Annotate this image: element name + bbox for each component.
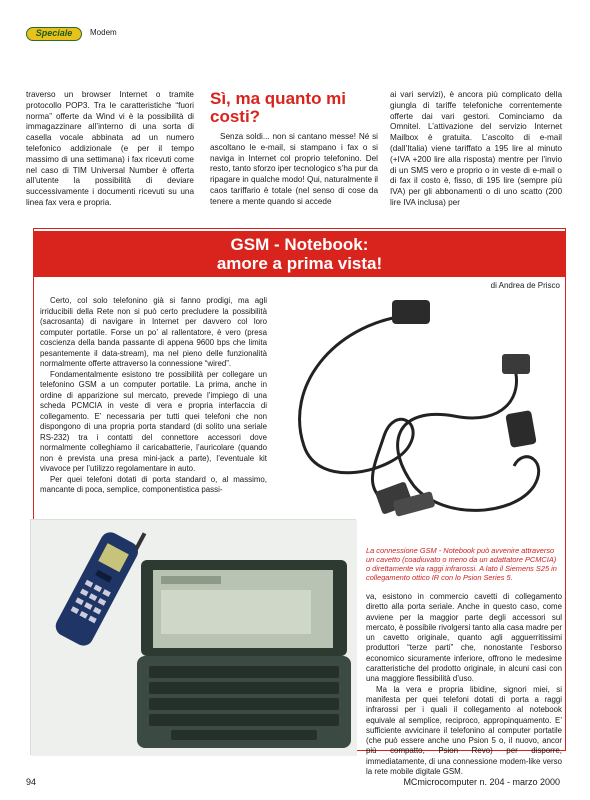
photo-caption: La connessione GSM - Notebook può avvenire attraverso un cavetto (coadiuvato o meno da un adattatore PCMCIA) o direttamente via raggi infrarossi. A lato il Siemens S25 in collegamento ottico IR con lo Psion Series 5.	[366, 546, 557, 582]
byline: di Andrea de Prisco	[490, 281, 560, 290]
paragraph: Fondamentalmente esistono tre possibilità per collegare un telefonino GSM a un computer portatile. La prima, anche in ordine di apparizione sul mercato, prevede l’impiego di una scheda PCMCIA in veste di vera e propria interfaccia di collegamento. E’ necessaria per tutti quei telefoni che non dispongono di una propria porta standard (di solito una seriale RS-232) tra i contatti del connettore accessori dove normalmente colleghiamo il caricabatterie, l’auricolare (quando non è prevista una presa mini-jack a parte), l’eventuale kit vivavoce per l’utilizzo regolamentare in auto.	[40, 369, 267, 473]
top-column-2	[210, 90, 378, 208]
sidebar-heading: Sì, ma quanto mi costi?	[210, 89, 347, 126]
issue-label: MCmicrocomputer n. 204 - marzo 2000	[403, 777, 560, 787]
phone-psion-photo	[30, 519, 356, 755]
cables-photo	[274, 296, 564, 543]
paragraph: va, esistono in commercio cavetti di collegamento diretto alla porta seriale. Anche in questo caso, come avviene per la maggior parte degli accessori sul mercato, è possibile rivolgersi tanto alla casa madre per un cavetto originale, quanto agli agguerritissimi produttori “terze parti” che, nonostante l’esborso economico sicuramente inferiore, offrono le medesime caratteristiche del prodotto originale, in alcuni casi con una maggiore flessibilità d’uso.	[366, 592, 562, 684]
page-number: 94	[26, 777, 37, 787]
top-column-3	[390, 90, 562, 209]
title-line-1: GSM - Notebook:	[230, 235, 369, 254]
paragraph: Certo, col solo telefonino già si fanno prodigi, ma agli irriducibili della Rete non si può certo precludere la possibilità (sacrosanta) di navigare in Internet per davvero col loro computer portatile. Forse un po’ al rallentatore, è vero (presa coscienza della banda passante di appena 9600 bps che limita pesantemente il data-stream), ma nel pieno delle funzionalità normalmente offerte attraverso la connessione “wired”.	[40, 296, 267, 368]
paragraph: ai vari servizi), è ancora più complicato della giungla di tariffe telefoniche correntemente offerte dai vari gestori. Cominciamo da Omnitel. L’attivazione del servizio Internet Mailbox è gratuita. L’ascolto di e-mail (dall’Italia) viene tariffato a 195 lire al minuto (+IVA +200 lire alla risposta) mentre per l’invio di un SMS vero e proprio o in veste di e-mail o di fax il costo è, fisso, di 195 lire (sempre più IVA) per gli abbonamenti o di uno scatto (200 lire IVA inclusa) per	[390, 90, 562, 207]
article-box-title	[34, 231, 565, 277]
paragraph: Per quei telefoni dotati di porta standard o, al massimo, mancante di poca, semplice, componentistica passi-	[40, 474, 267, 494]
title-line-2: amore a prima vista!	[216, 254, 383, 273]
paragraph: Senza soldi... non si cantano messe! Né si ascoltano le e-mail, si stampano i fax o si naviga in Internet col proprio telefonino. Del resto, tanto sforzo iper tecnologico s’ha pur da ripagare in qualche modo! Qui, naturalmente il caos tariffario è totale (nel senso di cose da tenere a mente quando si accede	[210, 132, 378, 206]
box-right-column	[366, 592, 562, 777]
paragraph: Ma la vera e propria libidine, signori miei, si manifesta per quei telefoni dotati di porta a raggi infrarossi per i quali il collegamento al notebook equivale al semplice, reciproco, appropinquamento. E’ sufficiente avvicinare il telefonino al computer portatile (che può essere anche uno Psion 5 o, il nuovo, ancor più compatto, Psion Revo) per disporre, immediatamente, di una connessione modem-like verso la rete mobile digitale GSM.	[366, 684, 562, 777]
top-column-1	[26, 90, 194, 209]
box-left-column	[40, 296, 267, 496]
section-label: Modem	[90, 28, 117, 37]
section-badge: Speciale	[26, 27, 82, 41]
paragraph: traverso un browser Internet o tramite protocollo POP3. Tra le caratteristiche “fuori norma” offerte da Wind vi è la possibilità di immagazzinare all’interno di una sorta di casella vocale abbinata ad un numero telefonico addizionale (e per il tempo massimo di una settimana) i fax ricevuti come nel caso di TIM Universal Number è offerta all’utente la possibilità di deviare successivamente i documenti ricevuti su una linea fax vera e propria.	[26, 90, 194, 207]
